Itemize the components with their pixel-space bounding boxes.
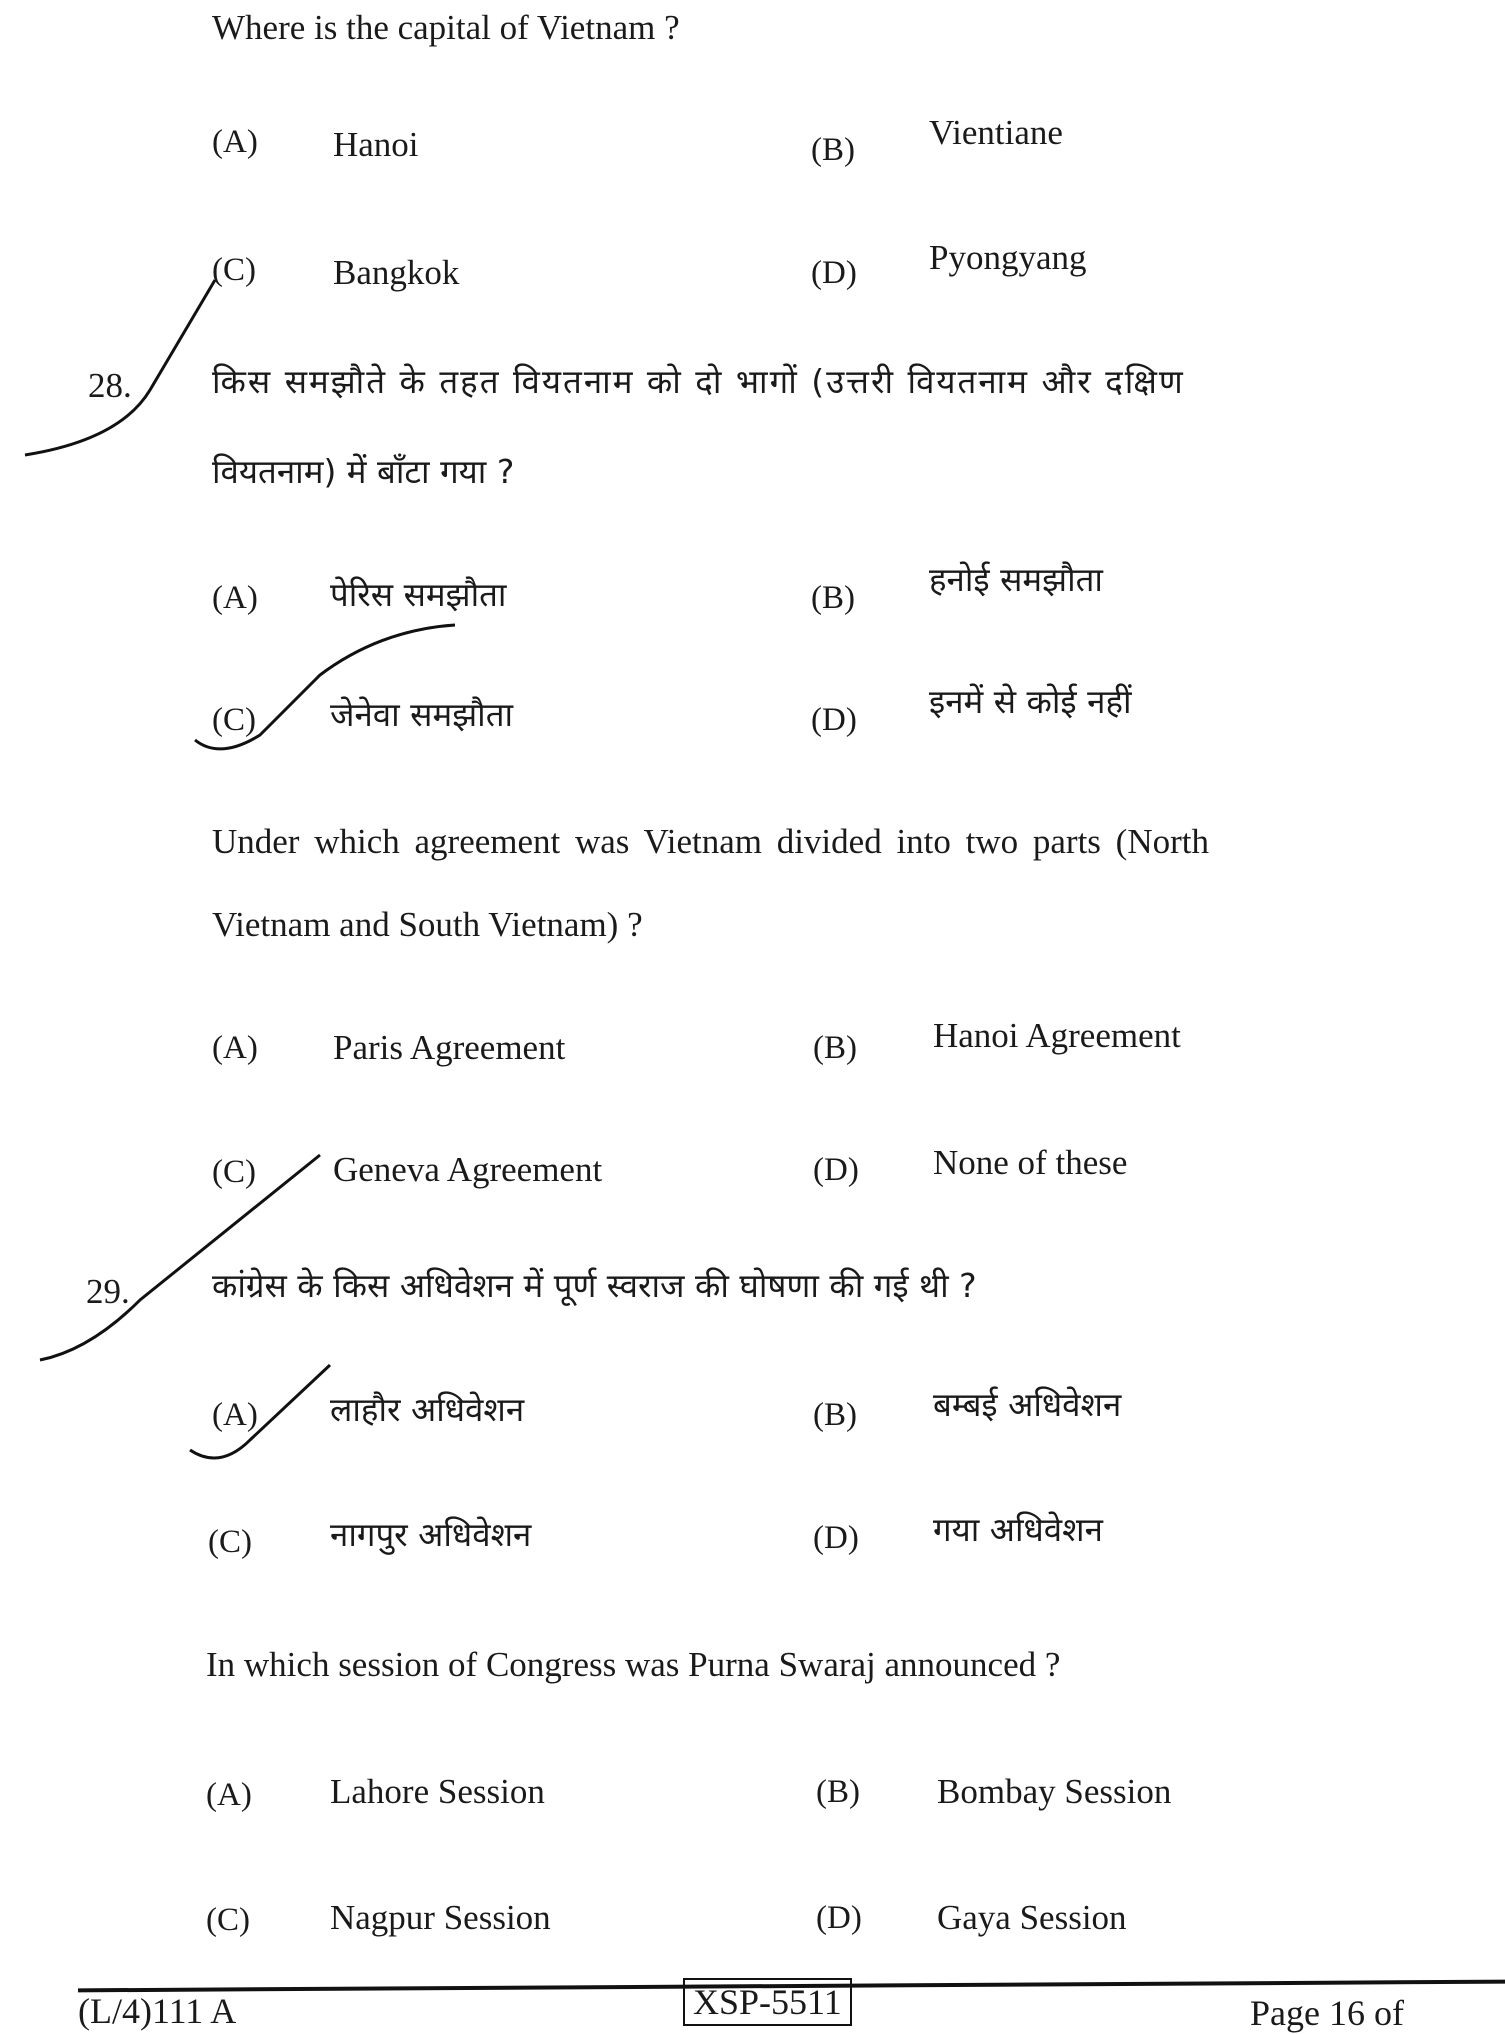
option-label: (A) — [212, 1030, 258, 1066]
option-label: (B) — [813, 1397, 857, 1433]
option-label: (A) — [212, 124, 258, 160]
option-label: (C) — [212, 702, 256, 738]
option-text: नागपुर अधिवेशन — [330, 1515, 532, 1554]
option-text: None of these — [933, 1143, 1128, 1182]
option-label: (D) — [811, 702, 857, 738]
option-text: Pyongyang — [929, 238, 1087, 277]
option-text: Geneva Agreement — [333, 1150, 603, 1189]
option-label: (D) — [816, 1900, 862, 1936]
option-label: (D) — [813, 1520, 859, 1556]
option-text: Hanoi — [333, 125, 419, 164]
option-label: (C) — [212, 1154, 256, 1190]
option-text: जेनेवा समझौता — [330, 695, 514, 734]
option-text: Hanoi Agreement — [933, 1016, 1181, 1055]
option-label: (D) — [813, 1152, 859, 1188]
option-text: इनमें से कोई नहीं — [929, 682, 1132, 721]
option-label: (A) — [212, 580, 258, 616]
question-28-english-line1: Under which agreement was Vietnam divided into two parts (North — [212, 822, 1209, 861]
option-label: (C) — [206, 1902, 250, 1938]
question-number: 28. — [88, 366, 132, 405]
question-28-hindi-line2: वियतनाम) में बाँटा गया ? — [212, 452, 515, 491]
option-text: लाहौर अधिवेशन — [330, 1390, 525, 1429]
option-label: (C) — [208, 1524, 252, 1560]
option-label: (B) — [816, 1774, 860, 1810]
option-text: बम्बई अधिवेशन — [933, 1385, 1122, 1424]
option-label: (B) — [813, 1030, 857, 1066]
option-text: पेरिस समझौता — [330, 575, 507, 614]
series-code-box: XSP-5511 — [683, 1978, 852, 2026]
option-label: (B) — [811, 132, 855, 168]
option-label: (B) — [811, 580, 855, 616]
question-28-english-line2: Vietnam and South Vietnam) ? — [212, 905, 643, 944]
question-29-english: In which session of Congress was Purna Swaraj announced ? — [206, 1645, 1061, 1684]
option-text: Bombay Session — [937, 1772, 1172, 1811]
option-label: (A) — [206, 1777, 252, 1813]
option-text: Paris Agreement — [333, 1028, 566, 1067]
question-28-hindi-line1: किस समझौते के तहत वियतनाम को दो भागों (उत्तरी वियतनाम और दक्षिण — [212, 362, 1185, 401]
option-text: Gaya Session — [937, 1898, 1127, 1937]
option-text: Nagpur Session — [330, 1898, 551, 1937]
option-text: Bangkok — [333, 253, 460, 292]
option-text: Lahore Session — [330, 1772, 545, 1811]
option-label: (C) — [212, 252, 256, 288]
question-number: 29. — [86, 1272, 130, 1311]
page-number: Page 16 of — [1250, 1993, 1404, 2033]
option-label: (A) — [212, 1397, 258, 1433]
option-text: Vientiane — [929, 113, 1063, 152]
paper-code: (L/4)111 A — [78, 1991, 237, 2031]
question-29-hindi: कांग्रेस के किस अधिवेशन में पूर्ण स्वराज की घोषणा की गई थी ? — [212, 1266, 977, 1305]
option-text: गया अधिवेशन — [933, 1510, 1103, 1549]
option-text: हनोई समझौता — [929, 560, 1103, 599]
option-label: (D) — [811, 255, 857, 291]
question-27-text: Where is the capital of Vietnam ? — [212, 8, 680, 47]
